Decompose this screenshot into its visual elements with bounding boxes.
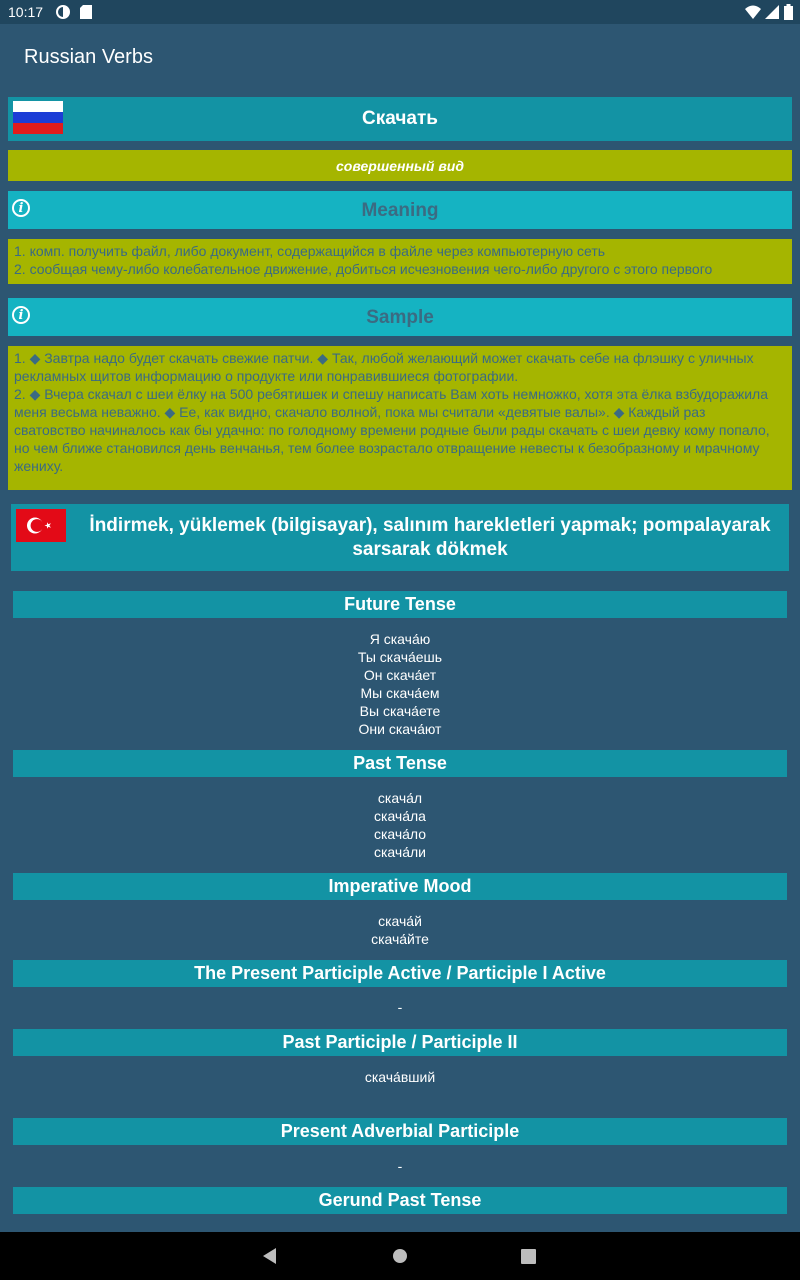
sample-header[interactable] <box>8 298 792 336</box>
verb-form: - <box>397 999 403 1015</box>
app-bar <box>0 24 800 90</box>
aspect-label: совершенный вид <box>336 158 464 174</box>
translation-header <box>11 504 789 571</box>
verb-form: Я скача́ю <box>369 631 431 647</box>
signal-icon <box>765 5 779 19</box>
back-icon[interactable] <box>262 1248 278 1264</box>
info-icon[interactable]: i <box>12 199 30 217</box>
tense-header <box>13 873 787 900</box>
status-bar <box>0 0 800 24</box>
tense-title: Past Tense <box>353 753 447 773</box>
verb-form: скача́л <box>377 790 423 806</box>
verb-form: - <box>397 1158 403 1174</box>
verb-header <box>8 97 792 141</box>
tense-forms <box>13 789 787 861</box>
verb-form: скача́йте <box>371 931 429 947</box>
verb-form: скача́вший <box>364 1069 436 1085</box>
home-icon[interactable] <box>392 1248 408 1264</box>
verb-form: скача́ло <box>373 826 427 842</box>
tense-forms <box>13 1157 787 1175</box>
meaning-title: Meaning <box>361 200 439 221</box>
info-icon[interactable]: i <box>12 306 30 324</box>
sample-box <box>8 346 792 490</box>
sample-title: Sample <box>366 307 434 328</box>
tense-header <box>13 750 787 777</box>
meaning-line: 1. комп. получить файл, либо документ, содержащийся в файле через компьютерную сеть <box>14 243 606 259</box>
verb-form: Он скача́ет <box>363 667 437 683</box>
meaning-line: 2. сообщая чему-либо колебательное движение, добиться исчезновения чего-либо другого с этого первого <box>14 261 713 277</box>
tense-header <box>13 960 787 987</box>
verb-word: Скачать <box>362 108 438 129</box>
navigation-bar <box>0 1232 800 1280</box>
verb-form: скача́й <box>378 913 422 929</box>
tense-forms <box>13 998 787 1016</box>
verb-form: Ты скача́ешь <box>357 649 443 665</box>
tense-title: Past Participle / Participle II <box>282 1032 518 1052</box>
tense-title: The Present Participle Active / Participle I Active <box>194 963 606 983</box>
tense-header <box>13 591 787 618</box>
translation-text: İndirmek, yüklemek (bilgisayar), salınım harekletleri yapmak; pompalayarak sarsarak dökmek <box>89 515 771 560</box>
battery-icon <box>784 4 793 20</box>
sd-card-icon <box>80 5 92 19</box>
wifi-icon <box>745 5 761 19</box>
meaning-box <box>8 239 792 284</box>
status-time: 10:17 <box>8 4 44 20</box>
aspect-badge <box>8 150 792 181</box>
verb-form: Они скача́ют <box>358 721 442 737</box>
tense-title: Future Tense <box>344 594 456 614</box>
tense-title: Imperative Mood <box>328 876 472 896</box>
tense-header <box>13 1118 787 1145</box>
verb-form: скача́ли <box>374 844 426 860</box>
tense-title: Gerund Past Tense <box>318 1190 482 1210</box>
recents-icon[interactable] <box>521 1249 536 1264</box>
tense-forms <box>13 912 787 948</box>
meaning-header[interactable] <box>8 191 792 229</box>
verb-form: Вы скача́ете <box>359 703 441 719</box>
sample-line: 1. ◆ Завтра надо будет скачать свежие патчи. ◆ Так, любой желающий может скачать себе на флэшку с уличных рекламных щитов информацию о продукте или понравившиеся фотографии. <box>14 350 754 384</box>
turkey-flag-icon <box>16 509 66 542</box>
verb-form: Мы скача́ем <box>360 685 440 701</box>
tense-header <box>13 1029 787 1056</box>
tense-header <box>13 1187 787 1214</box>
verb-form: скача́ла <box>374 808 426 824</box>
sample-line: 2. ◆ Вчера скачал с шеи ёлку на 500 ребятишек и спешу написать Вам хоть немножко, хотя эта ёлка взбудоражила меня весьма неважно. ◆ Ее, как видно, скачало волной, пока мы считали «девятые валы». ◆ Каждый раз сватовство начиналось как бы удачно: по голодному времени родные были рады скачать с шеи девку кому попало, но чем ближе становился день венчанья, тем более возрастало отвращение невесты к безобразному и мрачному жениху. <box>14 386 770 474</box>
app-title: Russian Verbs <box>24 46 153 68</box>
tense-forms <box>13 630 787 738</box>
tense-forms <box>13 1068 787 1086</box>
data-saver-icon <box>56 5 70 19</box>
tense-title: Present Adverbial Participle <box>280 1121 520 1141</box>
